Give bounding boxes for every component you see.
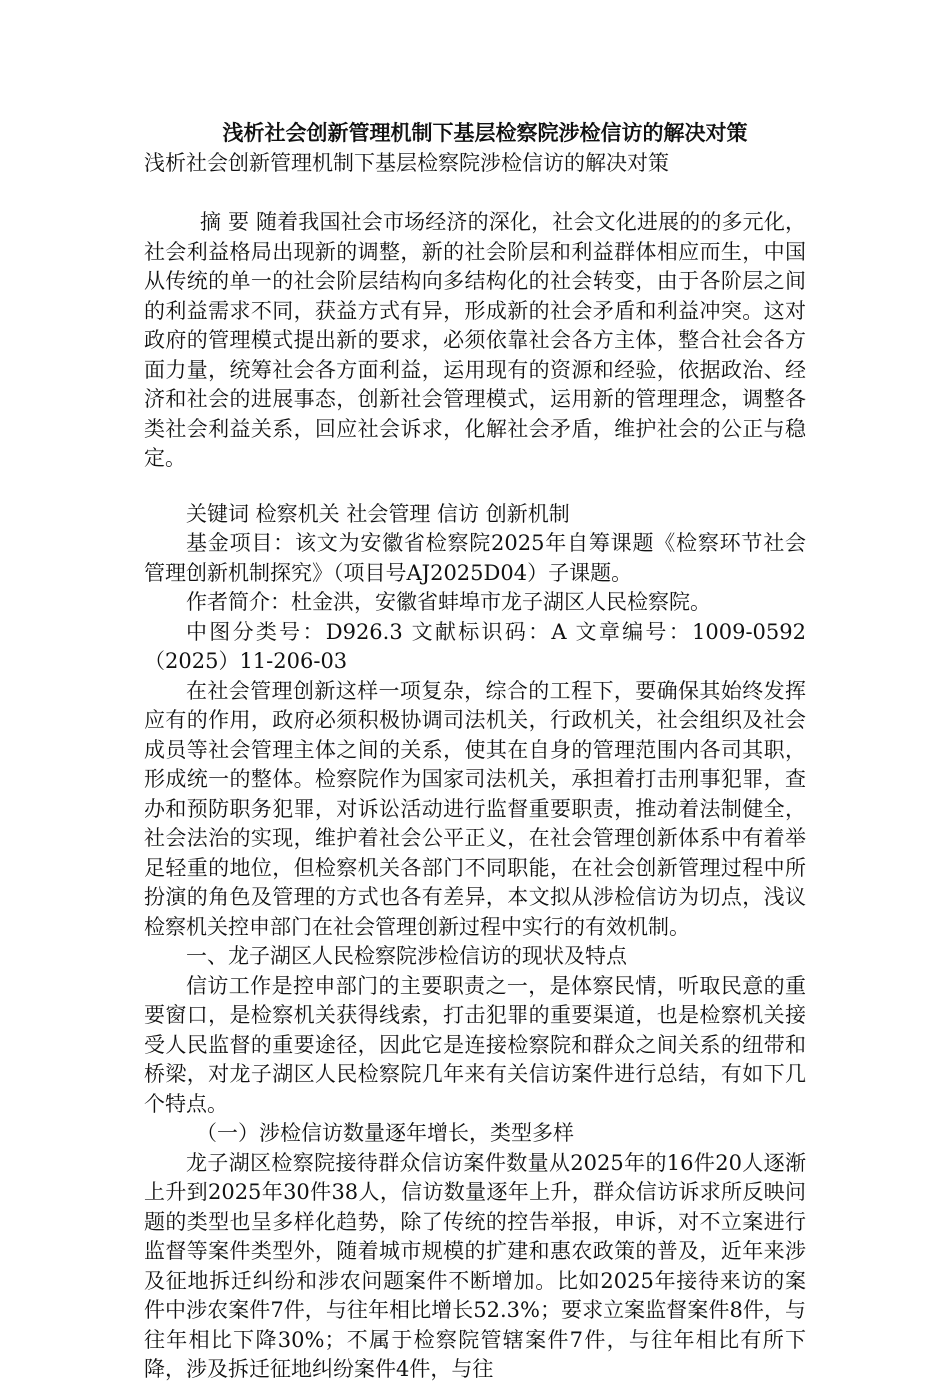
section-heading: 一、龙子湖区人民检察院涉检信访的现状及特点 [186,944,627,968]
document-title: 浅析社会创新管理机制下基层检察院涉检信访的解决对策 [222,120,748,145]
document-page [144,118,806,1385]
document-subtitle: 浅析社会创新管理机制下基层检察院涉检信访的解决对策 [144,151,669,175]
fund-line: 基金项目：该文为安徽省检察院2025年自筹课题《检察环节社会管理创新机制探究》（项目号AJ2025D04）子课题。 [144,531,806,585]
subsection-paragraph: 龙子湖区检察院接待群众信访案件数量从2025年的16件20人逐渐上升到2025年30件38人，信访数量逐年上升，群众信访诉求所反映问题的类型也呈多样化趋势，除了传统的控告举报，申诉，对不立案进行监督等案件类型外，随着城市规模的扩建和惠农政策的普及，近年来涉及征地拆迁纠纷和涉农问题案件不断增加。比如2025年接待来访的案件中涉农案件7件，与往年相比增长52.3%；要求立案监督案件8件，与往年相比下降30%；不属于检察院管辖案件7件，与往年相比有所下降，涉及拆迁征地纠纷案件4件，与往 [144,1150,806,1381]
classification-line: 中图分类号：D926.3 文献标识码：A 文章编号：1009-0592（2025）11-206-03 [144,619,806,673]
intro-paragraph: 在社会管理创新这样一项复杂，综合的工程下，要确保其始终发挥应有的作用，政府必须积极协调司法机关，行政机关，社会组织及社会成员等社会管理主体之间的关系，使其在自身的管理范围内各司其职，形成统一的整体。检察院作为国家司法机关，承担着打击刑事犯罪，查办和预防职务犯罪，对诉讼活动进行监督重要职责，推动着法制健全，社会法治的实现，维护着社会公平正义，在社会管理创新体系中有着举足轻重的地位，但检察机关各部门不同职能，在社会创新管理过程中所扮演的角色及管理的方式也各有差异，本文拟从涉检信访为切点，浅议检察机关控申部门在社会管理创新过程中实行的有效机制。 [144,678,806,939]
section-paragraph: 信访工作是控申部门的主要职责之一，是体察民情，听取民意的重要窗口，是检察机关获得线索，打击犯罪的重要渠道，也是检察机关接受人民监督的重要途径，因此它是连接检察院和群众之间关系的纽带和桥梁，对龙子湖区人民检察院几年来有关信访案件进行总结，有如下几个特点。 [144,973,806,1116]
abstract-paragraph: 摘 要 随着我国社会市场经济的深化，社会文化进展的的多元化，社会利益格局出现新的调整，新的社会阶层和利益群体相应而生，中国从传统的单一的社会阶层结构向多结构化的社会转变，由于各阶层之间的利益需求不同，获益方式有异，形成新的社会矛盾和利益冲突。这对政府的管理模式提出新的要求，必须依靠社会各方主体，整合社会各方面力量，统筹社会各方面利益，运用现有的资源和经验，依据政治、经济和社会的进展事态，创新社会管理模式，运用新的管理理念，调整各类社会利益关系，回应社会诉求，化解社会矛盾，维护社会的公正与稳定。 [144,210,806,470]
spacer [144,474,806,500]
keywords-line: 关键词 检察机关 社会管理 信访 创新机制 [186,501,570,526]
subsection-heading: （一）涉检信访数量逐年增长，类型多样 [196,1121,574,1145]
author-line: 作者简介：杜金洪，安徽省蚌埠市龙子湖区人民检察院。 [186,590,711,614]
